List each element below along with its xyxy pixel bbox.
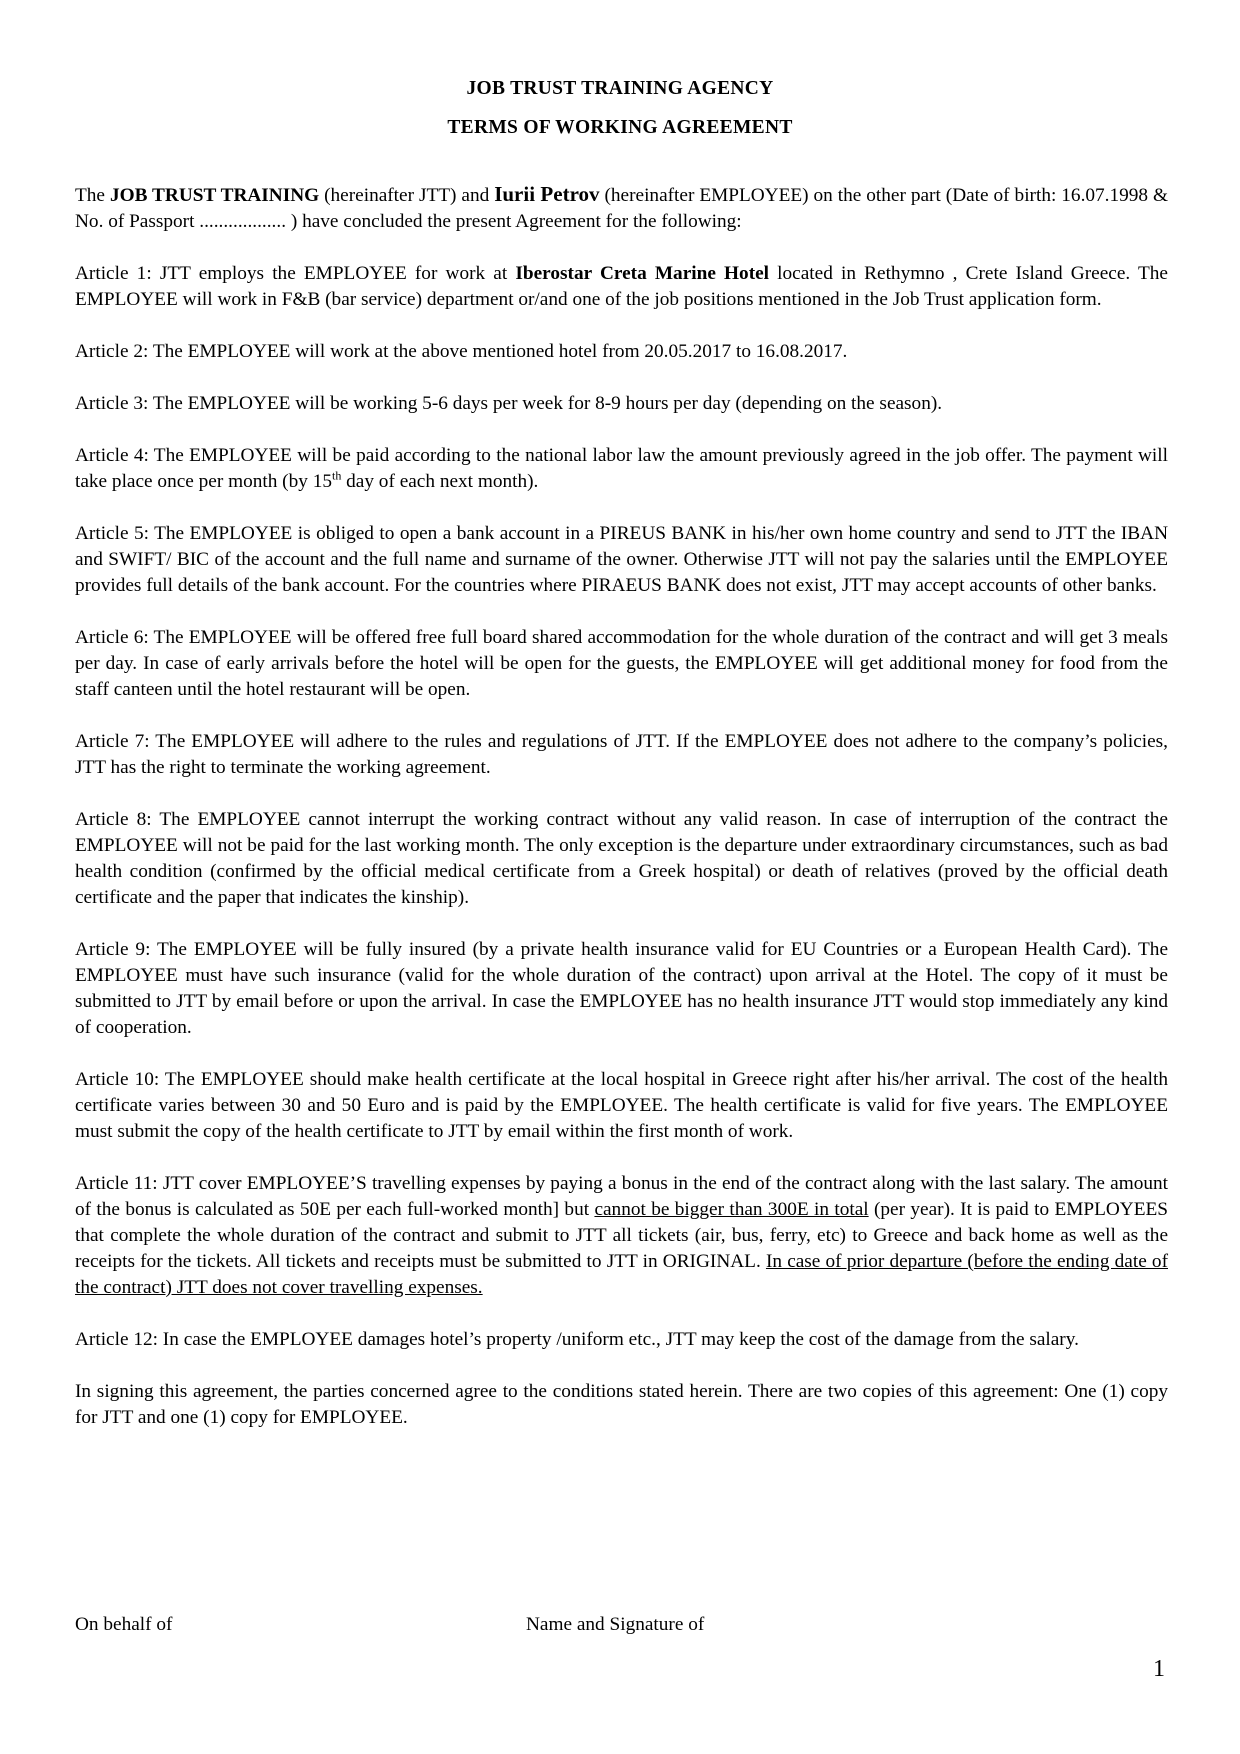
article-9: Article 9: The EMPLOYEE will be fully insured (by a private health insurance valid for EU Countries or a European Health Card). The EMPLOYEE must have such insurance (valid for the whole duration of the contract) upon arrival at the Hotel. The copy of it must be submitted to JTT by email before or upon the arrival. In case the EMPLOYEE has no health insurance JTT would stop immediately any kind of cooperation. bbox=[75, 939, 1168, 1038]
company-name: JOB TRUST TRAINING bbox=[109, 185, 320, 206]
article-3: Article 3: The EMPLOYEE will be working 5-6 days per week for 8-9 hours per day (depending on the season). bbox=[75, 393, 943, 414]
on-behalf-label: On behalf of bbox=[75, 1614, 173, 1635]
article-text: located in Rethymno , Crete Island Greece. The EMPLOYEE will work in F&B (bar service) department or/and one of the job positions mentioned in the Job Trust application form. bbox=[75, 263, 1168, 310]
article-text: Article 1: JTT employs the EMPLOYEE for work at bbox=[75, 263, 516, 284]
intro-text: (hereinafter EMPLOYEE) on the other part (Date of birth: 16.07.1998 & No. of Passport .................. ) have concluded the present Agreement for the following: bbox=[75, 185, 1168, 232]
intro-paragraph bbox=[75, 181, 1168, 235]
ordinal-suffix: th bbox=[331, 468, 342, 483]
underlined-limit: cannot be bigger than 300E in total bbox=[594, 1199, 869, 1220]
article-11 bbox=[75, 1171, 1168, 1301]
article-text: Article 11: JTT cover EMPLOYEE’S travelling expenses by paying a bonus in the end of the contract along with the last salary. The amount of the bonus is calculated as 50E per each full-worked month] but bbox=[75, 1173, 1168, 1220]
article-10: Article 10: The EMPLOYEE should make health certificate at the local hospital in Greece right after his/her arrival. The cost of the health certificate varies between 30 and 50 Euro and is paid by the EMPLOYEE. The health certificate is valid for five years. The EMPLOYEE must submit the copy of the health certificate to JTT by email within the first month of work. bbox=[75, 1069, 1168, 1142]
article-text: (per year). It is paid to EMPLOYEES that complete the whole duration of the contract and submit to JTT all tickets (air, bus, ferry, etc) to Greece and back home as well as the receipts for the tickets. All tickets and receipts must be submitted to JTT in ORIGINAL. bbox=[75, 1199, 1168, 1272]
article-5: Article 5: The EMPLOYEE is obliged to open a bank account in a PIREUS BANK in his/her own home country and send to JTT the IBAN and SWIFT/ BIC of the account and the full name and surname of the owner. Otherwise JTT will not pay the salaries until the EMPLOYEE provides full details of the bank account. For the countries where PIRAEUS BANK does not exist, JTT may accept accounts of other banks. bbox=[75, 523, 1168, 596]
article-8: Article 8: The EMPLOYEE cannot interrupt the working contract without any valid reason. In case of interruption of the contract the EMPLOYEE will not be paid for the last working month. The only exception is the departure under extraordinary circumstances, such as bad health condition (confirmed by the official medical certificate from a Greek hospital) or death of relatives (proved by the official death certificate and the paper that indicates the kinship). bbox=[75, 809, 1168, 908]
article-7: Article 7: The EMPLOYEE will adhere to the rules and regulations of JTT. If the EMPLOYEE does not adhere to the company’s policies, JTT has the right to terminate the working agreement. bbox=[75, 731, 1168, 778]
agreement-title: TERMS OF WORKING AGREEMENT bbox=[447, 117, 793, 138]
employee-name: Iurii Petrov bbox=[494, 182, 600, 206]
page-number: 1 bbox=[1153, 1656, 1165, 1682]
article-6: Article 6: The EMPLOYEE will be offered free full board shared accommodation for the whole duration of the contract and will get 3 meals per day. In case of early arrivals before the hotel will be open for the guests, the EMPLOYEE will get additional money for food from the staff canteen until the hotel restaurant will be open. bbox=[75, 627, 1168, 700]
hotel-name: Iberostar Creta Marine Hotel bbox=[515, 263, 770, 284]
document-body bbox=[75, 181, 1168, 1457]
article-4 bbox=[75, 443, 1168, 495]
article-text: day of each next month). bbox=[341, 471, 539, 492]
article-text: Article 4: The EMPLOYEE will be paid according to the national labor law the amount previously agreed in the job offer. The payment will take place once per month (by 15 bbox=[75, 445, 1168, 492]
article-12: Article 12: In case the EMPLOYEE damages hotel’s property /uniform etc., JTT may keep the cost of the damage from the salary. bbox=[75, 1329, 1079, 1350]
underlined-departure-clause: In case of prior departure (before the ending date of the contract) JTT does not cover travelling expenses. bbox=[75, 1251, 1168, 1298]
closing-paragraph: In signing this agreement, the parties concerned agree to the conditions stated herein. There are two copies of this agreement: One (1) copy for JTT and one (1) copy for EMPLOYEE. bbox=[75, 1381, 1168, 1428]
article-2: Article 2: The EMPLOYEE will work at the above mentioned hotel from 20.05.2017 to 16.08.2017. bbox=[75, 341, 848, 362]
intro-text: The bbox=[75, 185, 110, 206]
agency-heading: JOB TRUST TRAINING AGENCY bbox=[466, 78, 774, 99]
name-signature-label: Name and Signature of bbox=[526, 1614, 705, 1635]
intro-text: (hereinafter JTT) and bbox=[319, 185, 495, 206]
article-1 bbox=[75, 261, 1168, 313]
